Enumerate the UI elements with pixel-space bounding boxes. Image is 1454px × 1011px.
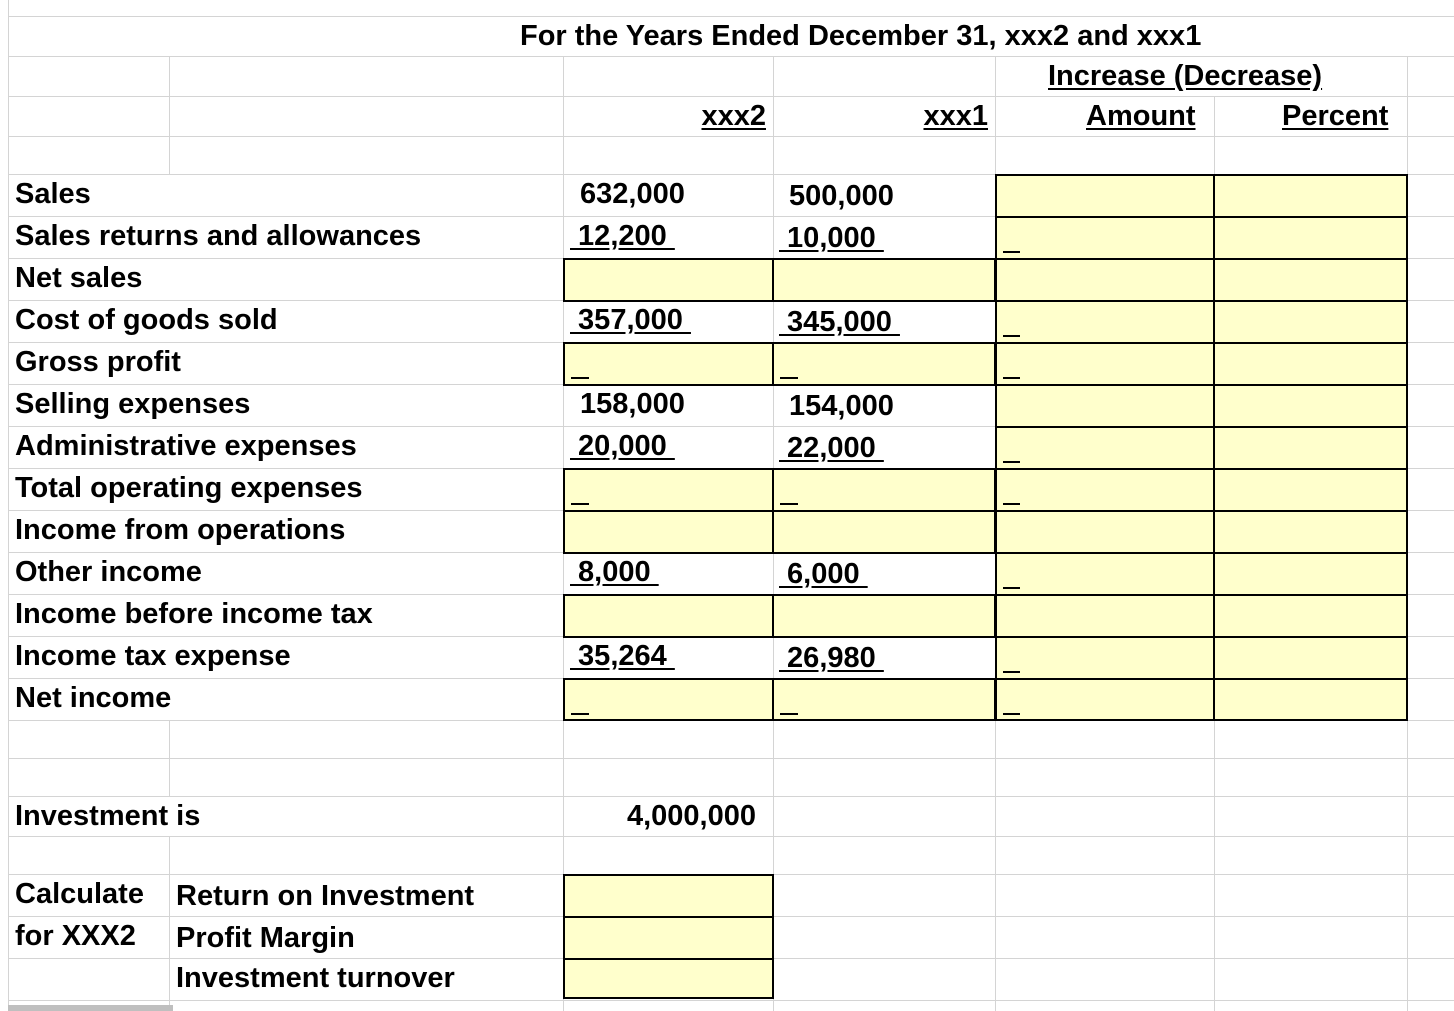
underline-mark <box>1003 335 1020 337</box>
increase-amount-cell[interactable] <box>995 552 1215 596</box>
income-before-tax-xxx2-cell[interactable] <box>563 594 774 638</box>
gridline <box>169 836 170 1011</box>
row-label-net-sales: Net sales <box>15 262 143 294</box>
row-label-other-income: Other income <box>15 556 202 588</box>
increase-percent-cell[interactable] <box>1213 342 1408 386</box>
underline-mark <box>1003 587 1020 589</box>
increase-amount-cell[interactable] <box>995 426 1215 470</box>
row-label-income-from-operations: Income from operations <box>15 514 346 546</box>
investment-label: Investment is <box>15 800 201 832</box>
col-header-xxx2: xxx2 <box>701 100 766 132</box>
gross-profit-xxx2-cell[interactable] <box>563 342 774 386</box>
value-admin-expenses-xxx1[interactable]: 22,000 <box>779 432 884 464</box>
underline-mark <box>571 713 589 715</box>
underline-mark <box>780 713 798 715</box>
net-income-xxx2-cell[interactable] <box>563 678 774 721</box>
income-from-operations-xxx2-cell[interactable] <box>563 510 774 554</box>
value-sales-xxx2[interactable]: 632,000 <box>580 178 685 210</box>
row-label-administrative-expenses: Administrative expenses <box>15 430 357 462</box>
increase-percent-cell[interactable] <box>1213 594 1408 638</box>
row-label-selling-expenses: Selling expenses <box>15 388 251 420</box>
increase-amount-cell[interactable] <box>995 594 1215 638</box>
increase-amount-cell[interactable] <box>995 342 1215 386</box>
underline-mark <box>1003 461 1020 463</box>
row-label-net-income: Net income <box>15 682 172 714</box>
row-label-cost-of-goods-sold: Cost of goods sold <box>15 304 278 336</box>
row-label-gross-profit: Gross profit <box>15 346 181 378</box>
increase-decrease-header: Increase (Decrease) <box>1048 60 1323 92</box>
row-label-sales: Sales <box>15 178 91 210</box>
calculate-label: Calculate <box>15 878 144 910</box>
value-selling-expenses-xxx1[interactable]: 154,000 <box>789 390 894 422</box>
calc-label-profit-margin: Profit Margin <box>176 922 355 954</box>
col-header-amount: Amount <box>1086 100 1196 132</box>
value-sales-xxx1[interactable]: 500,000 <box>789 180 894 212</box>
increase-percent-cell[interactable] <box>1213 468 1408 512</box>
return-on-investment-cell[interactable] <box>563 874 774 918</box>
increase-percent-cell[interactable] <box>1213 636 1408 680</box>
net-sales-xxx1-cell[interactable] <box>772 258 996 302</box>
underline-mark <box>1003 377 1020 379</box>
increase-percent-cell[interactable] <box>1213 216 1408 260</box>
gridline <box>8 1000 1454 1001</box>
row-label-sales-returns: Sales returns and allowances <box>15 220 422 252</box>
gridline <box>8 136 1454 137</box>
row-header-strip <box>0 0 9 1011</box>
increase-percent-cell[interactable] <box>1213 678 1408 721</box>
increase-percent-cell[interactable] <box>1213 174 1408 218</box>
value-other-income-xxx1[interactable]: 6,000 <box>779 558 868 590</box>
increase-amount-cell[interactable] <box>995 636 1215 680</box>
underline-mark <box>1003 503 1020 505</box>
row-label-total-operating-expenses: Total operating expenses <box>15 472 363 504</box>
underline-mark <box>780 377 798 379</box>
value-sales-returns-xxx1[interactable]: 10,000 <box>779 222 884 254</box>
gross-profit-xxx1-cell[interactable] <box>772 342 996 386</box>
investment-value[interactable]: 4,000,000 <box>626 800 756 832</box>
increase-amount-cell[interactable] <box>995 384 1215 428</box>
investment-turnover-cell[interactable] <box>563 958 774 999</box>
total-operating-expenses-xxx1-cell[interactable] <box>772 468 996 512</box>
calc-label-investment-turnover: Investment turnover <box>176 962 455 994</box>
gridline <box>8 16 1454 17</box>
increase-amount-cell[interactable] <box>995 216 1215 260</box>
gridline <box>8 96 1454 97</box>
underline-mark <box>1003 713 1020 715</box>
net-income-xxx1-cell[interactable] <box>772 678 996 721</box>
increase-percent-cell[interactable] <box>1213 258 1408 302</box>
total-operating-expenses-xxx2-cell[interactable] <box>563 468 774 512</box>
increase-amount-cell[interactable] <box>995 678 1215 721</box>
increase-amount-cell[interactable] <box>995 510 1215 554</box>
increase-percent-cell[interactable] <box>1213 300 1408 344</box>
underline-mark <box>780 503 798 505</box>
underline-mark <box>1003 671 1020 673</box>
underline-mark <box>571 377 589 379</box>
value-other-income-xxx2[interactable]: 8,000 <box>570 556 659 588</box>
value-cogs-xxx1[interactable]: 345,000 <box>779 306 900 338</box>
income-from-operations-xxx1-cell[interactable] <box>772 510 996 554</box>
value-income-tax-xxx1[interactable]: 26,980 <box>779 642 884 674</box>
sheet-scrollbar[interactable] <box>8 1005 173 1011</box>
value-selling-expenses-xxx2[interactable]: 158,000 <box>580 388 685 420</box>
gridline <box>169 720 170 796</box>
net-sales-xxx2-cell[interactable] <box>563 258 774 302</box>
underline-mark <box>1003 251 1020 253</box>
profit-margin-cell[interactable] <box>563 916 774 960</box>
increase-percent-cell[interactable] <box>1213 552 1408 596</box>
col-header-percent: Percent <box>1282 100 1389 132</box>
statement-title: For the Years Ended December 31, xxx2 and xxx1 <box>520 20 1202 52</box>
increase-amount-cell[interactable] <box>995 174 1215 218</box>
col-header-xxx1: xxx1 <box>923 100 988 132</box>
increase-amount-cell[interactable] <box>995 468 1215 512</box>
value-admin-expenses-xxx2[interactable]: 20,000 <box>570 430 675 462</box>
increase-percent-cell[interactable] <box>1213 384 1408 428</box>
row-label-income-tax-expense: Income tax expense <box>15 640 291 672</box>
gridline <box>8 796 1454 797</box>
value-income-tax-xxx2[interactable]: 35,264 <box>570 640 675 672</box>
increase-percent-cell[interactable] <box>1213 426 1408 470</box>
increase-amount-cell[interactable] <box>995 300 1215 344</box>
value-cogs-xxx2[interactable]: 357,000 <box>570 304 691 336</box>
row-label-income-before-tax: Income before income tax <box>15 598 373 630</box>
increase-amount-cell[interactable] <box>995 258 1215 302</box>
value-sales-returns-xxx2[interactable]: 12,200 <box>570 220 675 252</box>
calc-label-return-on-investment: Return on Investment <box>176 880 475 912</box>
increase-percent-cell[interactable] <box>1213 510 1408 554</box>
underline-mark <box>571 503 589 505</box>
gridline <box>8 836 1454 837</box>
income-before-tax-xxx1-cell[interactable] <box>772 594 996 638</box>
gridline <box>169 56 170 174</box>
calculate-year-label: for XXX2 <box>15 920 136 952</box>
gridline <box>8 56 1454 57</box>
gridline <box>8 758 1454 759</box>
